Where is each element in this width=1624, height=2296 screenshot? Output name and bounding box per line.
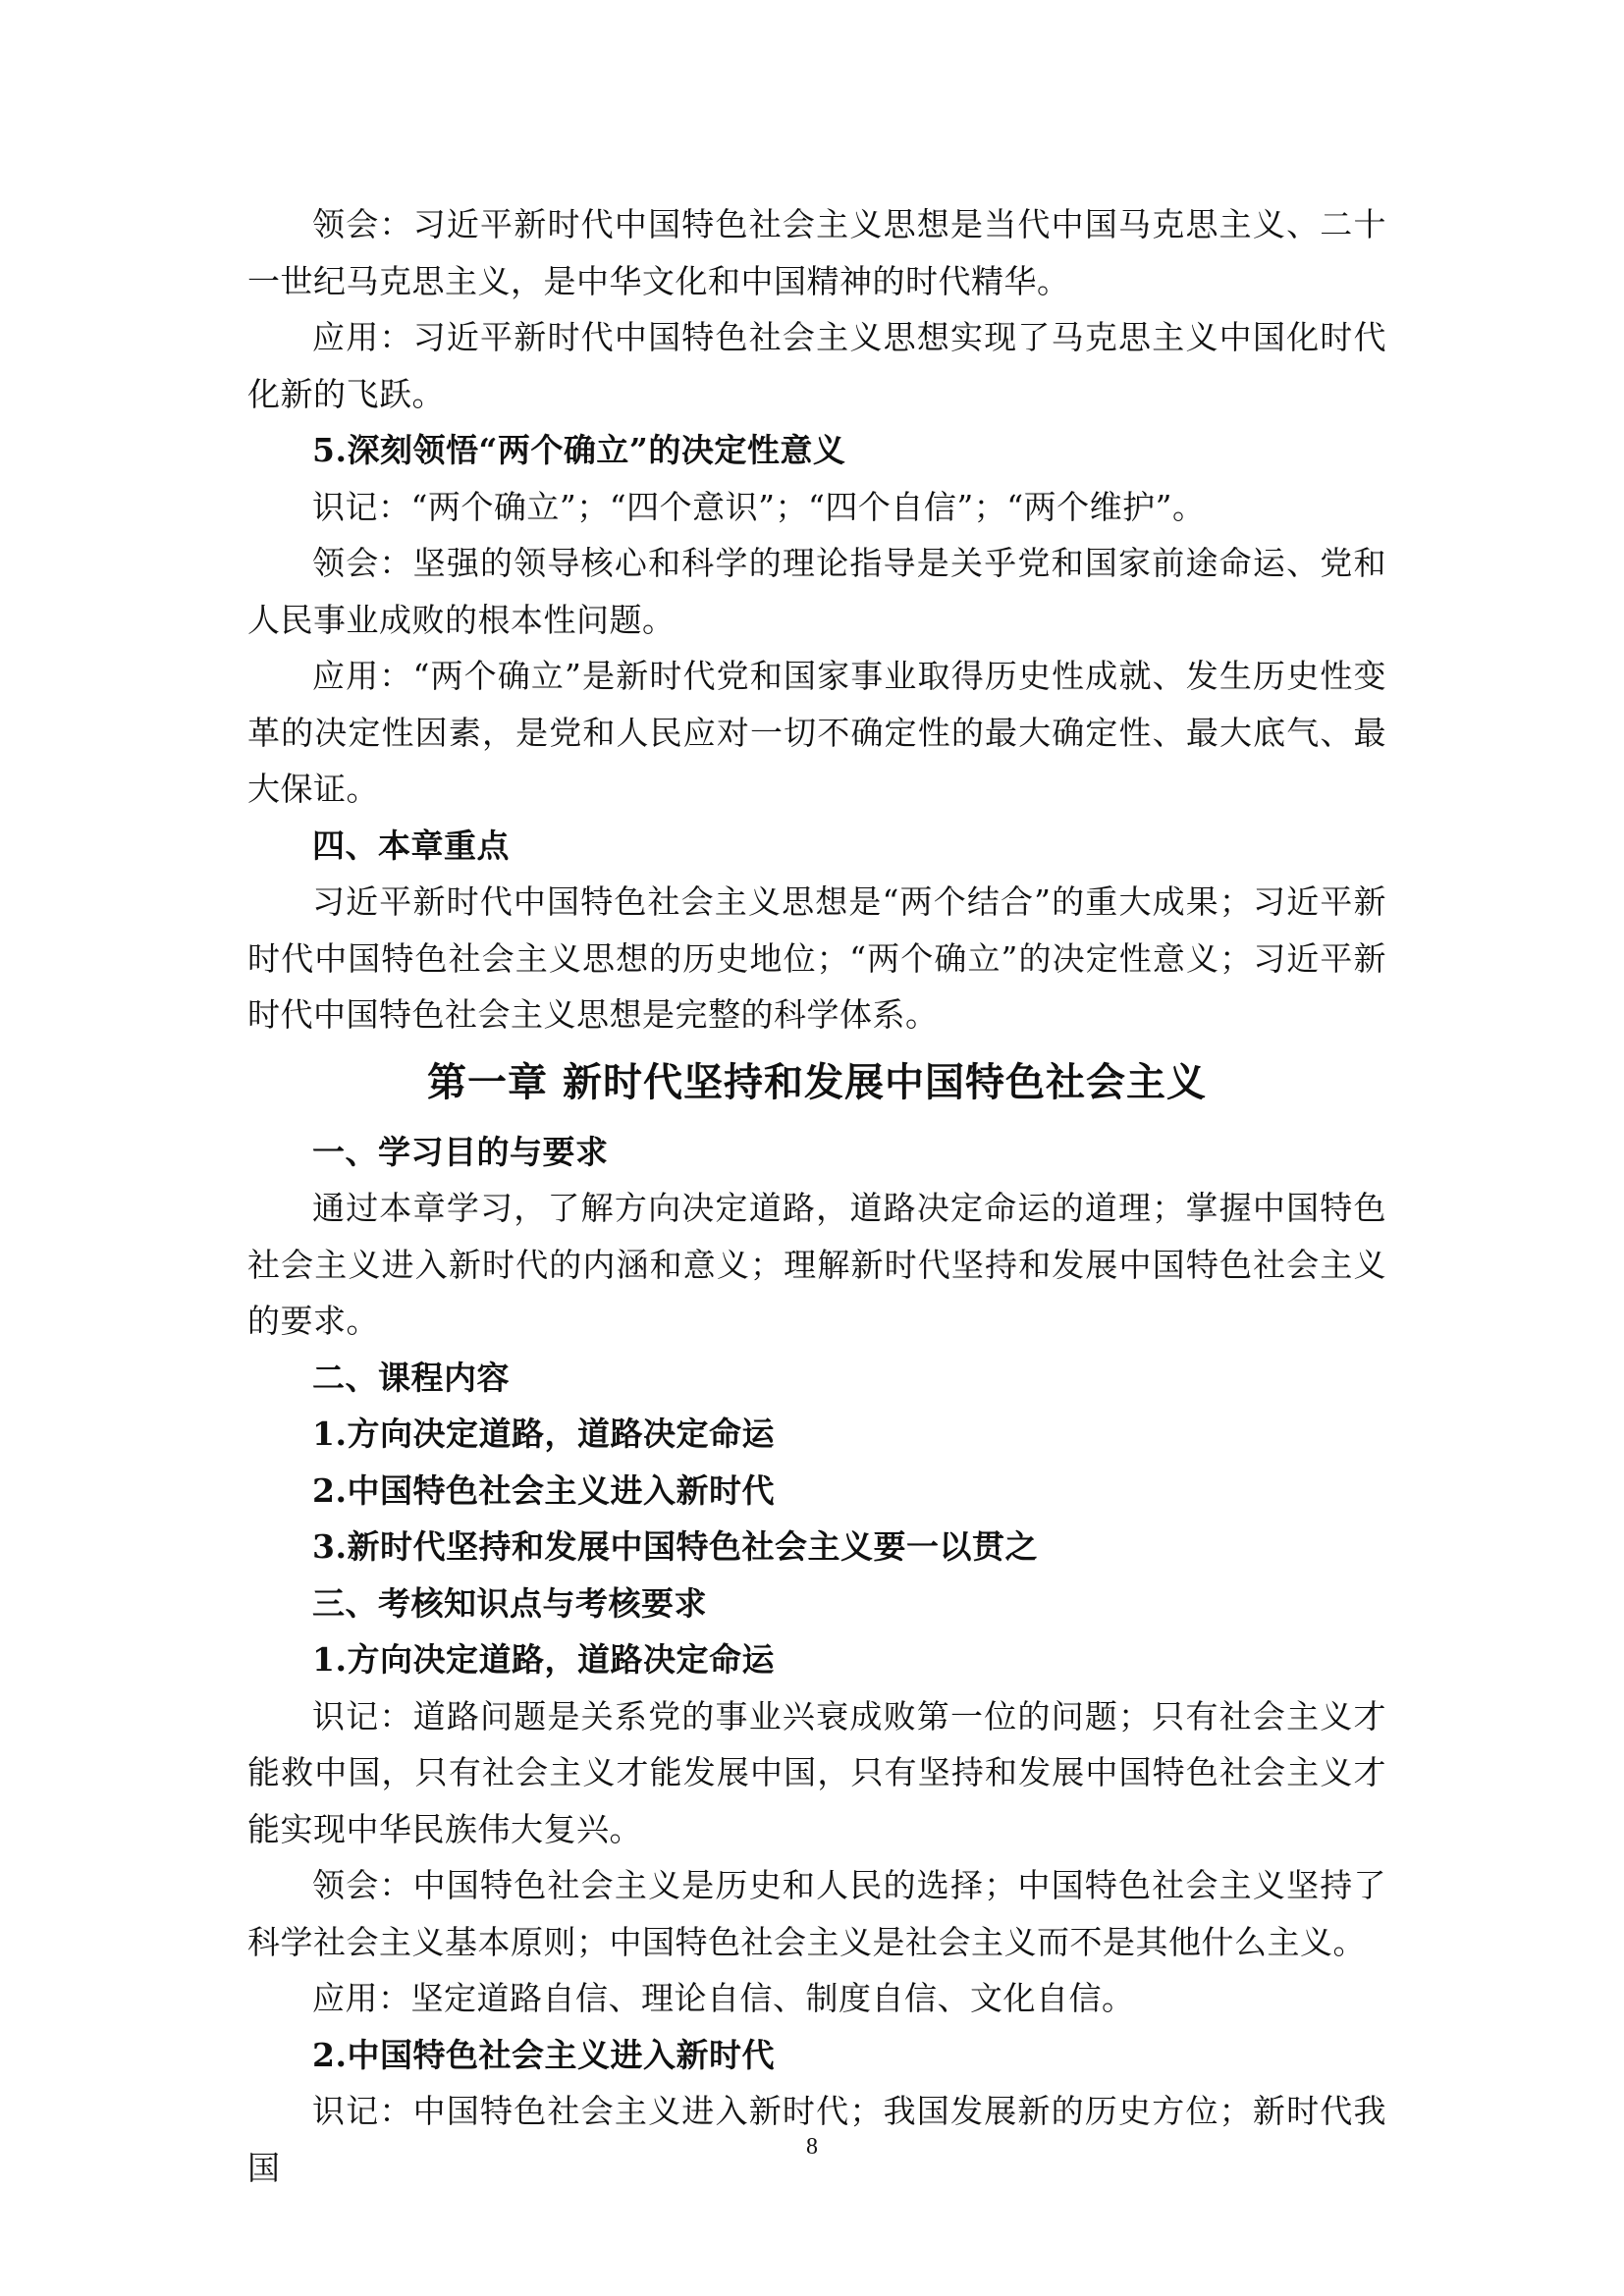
section-heading: 一、学习目的与要求 [312,1132,609,1171]
paragraph: 习近平新时代中国特色社会主义思想是“两个结合”的重大成果；习近平新时代中国特色社会主义思想的历史地位；“两个确立”的决定性意义；习近平新时代中国特色社会主义思想是完整的科学体系。 [247,882,1386,1034]
paragraph: 应用：坚定道路自信、理论自信、制度自信、文化自信。 [312,1979,1135,2017]
paragraph: 应用：“两个确立”是新时代党和国家事业取得历史性成就、发生历史性变革的决定性因素，是党和人民应对一切不确定性的最大确定性、最大底气、最大保证。 [247,657,1386,808]
paragraph: 通过本章学习，了解方向决定道路，道路决定命运的道理；掌握中国特色社会主义进入新时代的内涵和意义；理解新时代坚持和发展中国特色社会主义的要求。 [247,1189,1386,1340]
paragraph: 领会：习近平新时代中国特色社会主义思想是当代中国马克思主义、二十一世纪马克思主义，是中华文化和中国精神的时代精华。 [247,205,1386,300]
document-body [247,196,1386,2196]
subsection-heading: 2.中国特色社会主义进入新时代 [312,2035,775,2074]
paragraph: 识记：“两个确立”；“四个意识”；“四个自信”；“两个维护”。 [312,487,1206,526]
section-heading: 5.深刻领悟“两个确立”的决定性意义 [312,431,846,469]
paragraph: 识记：道路问题是关系党的事业兴衰成败第一位的问题；只有社会主义才能救中国，只有社会主义才能发展中国，只有坚持和发展中国特色社会主义才能实现中华民族伟大复兴。 [247,1696,1386,1848]
section-heading: 二、课程内容 [312,1358,510,1397]
section-heading: 四、本章重点 [312,826,510,865]
subsection-heading: 1.方向决定道路，道路决定命运 [312,1640,775,1679]
paragraph: 领会：中国特色社会主义是历史和人民的选择；中国特色社会主义坚持了科学社会主义基本原则；中国特色社会主义是社会主义而不是其他什么主义。 [247,1866,1386,1961]
subsection-heading: 3.新时代坚持和发展中国特色社会主义要一以贯之 [312,1527,1038,1566]
subsection-heading: 2.中国特色社会主义进入新时代 [312,1470,775,1510]
page-number: 8 [806,2134,818,2160]
paragraph: 应用：习近平新时代中国特色社会主义思想实现了马克思主义中国化时代化新的飞跃。 [247,318,1386,413]
paragraph: 领会：坚强的领导核心和科学的理论指导是关乎党和国家前途命运、党和人民事业成败的根本性问题。 [247,544,1386,639]
section-heading: 三、考核知识点与考核要求 [312,1583,707,1623]
paragraph: 识记：中国特色社会主义进入新时代；我国发展新的历史方位；新时代我国 [247,2092,1386,2187]
chapter-title: 第一章 新时代坚持和发展中国特色社会主义 [427,1058,1207,1105]
subsection-heading: 1.方向决定道路，道路决定命运 [312,1415,775,1453]
